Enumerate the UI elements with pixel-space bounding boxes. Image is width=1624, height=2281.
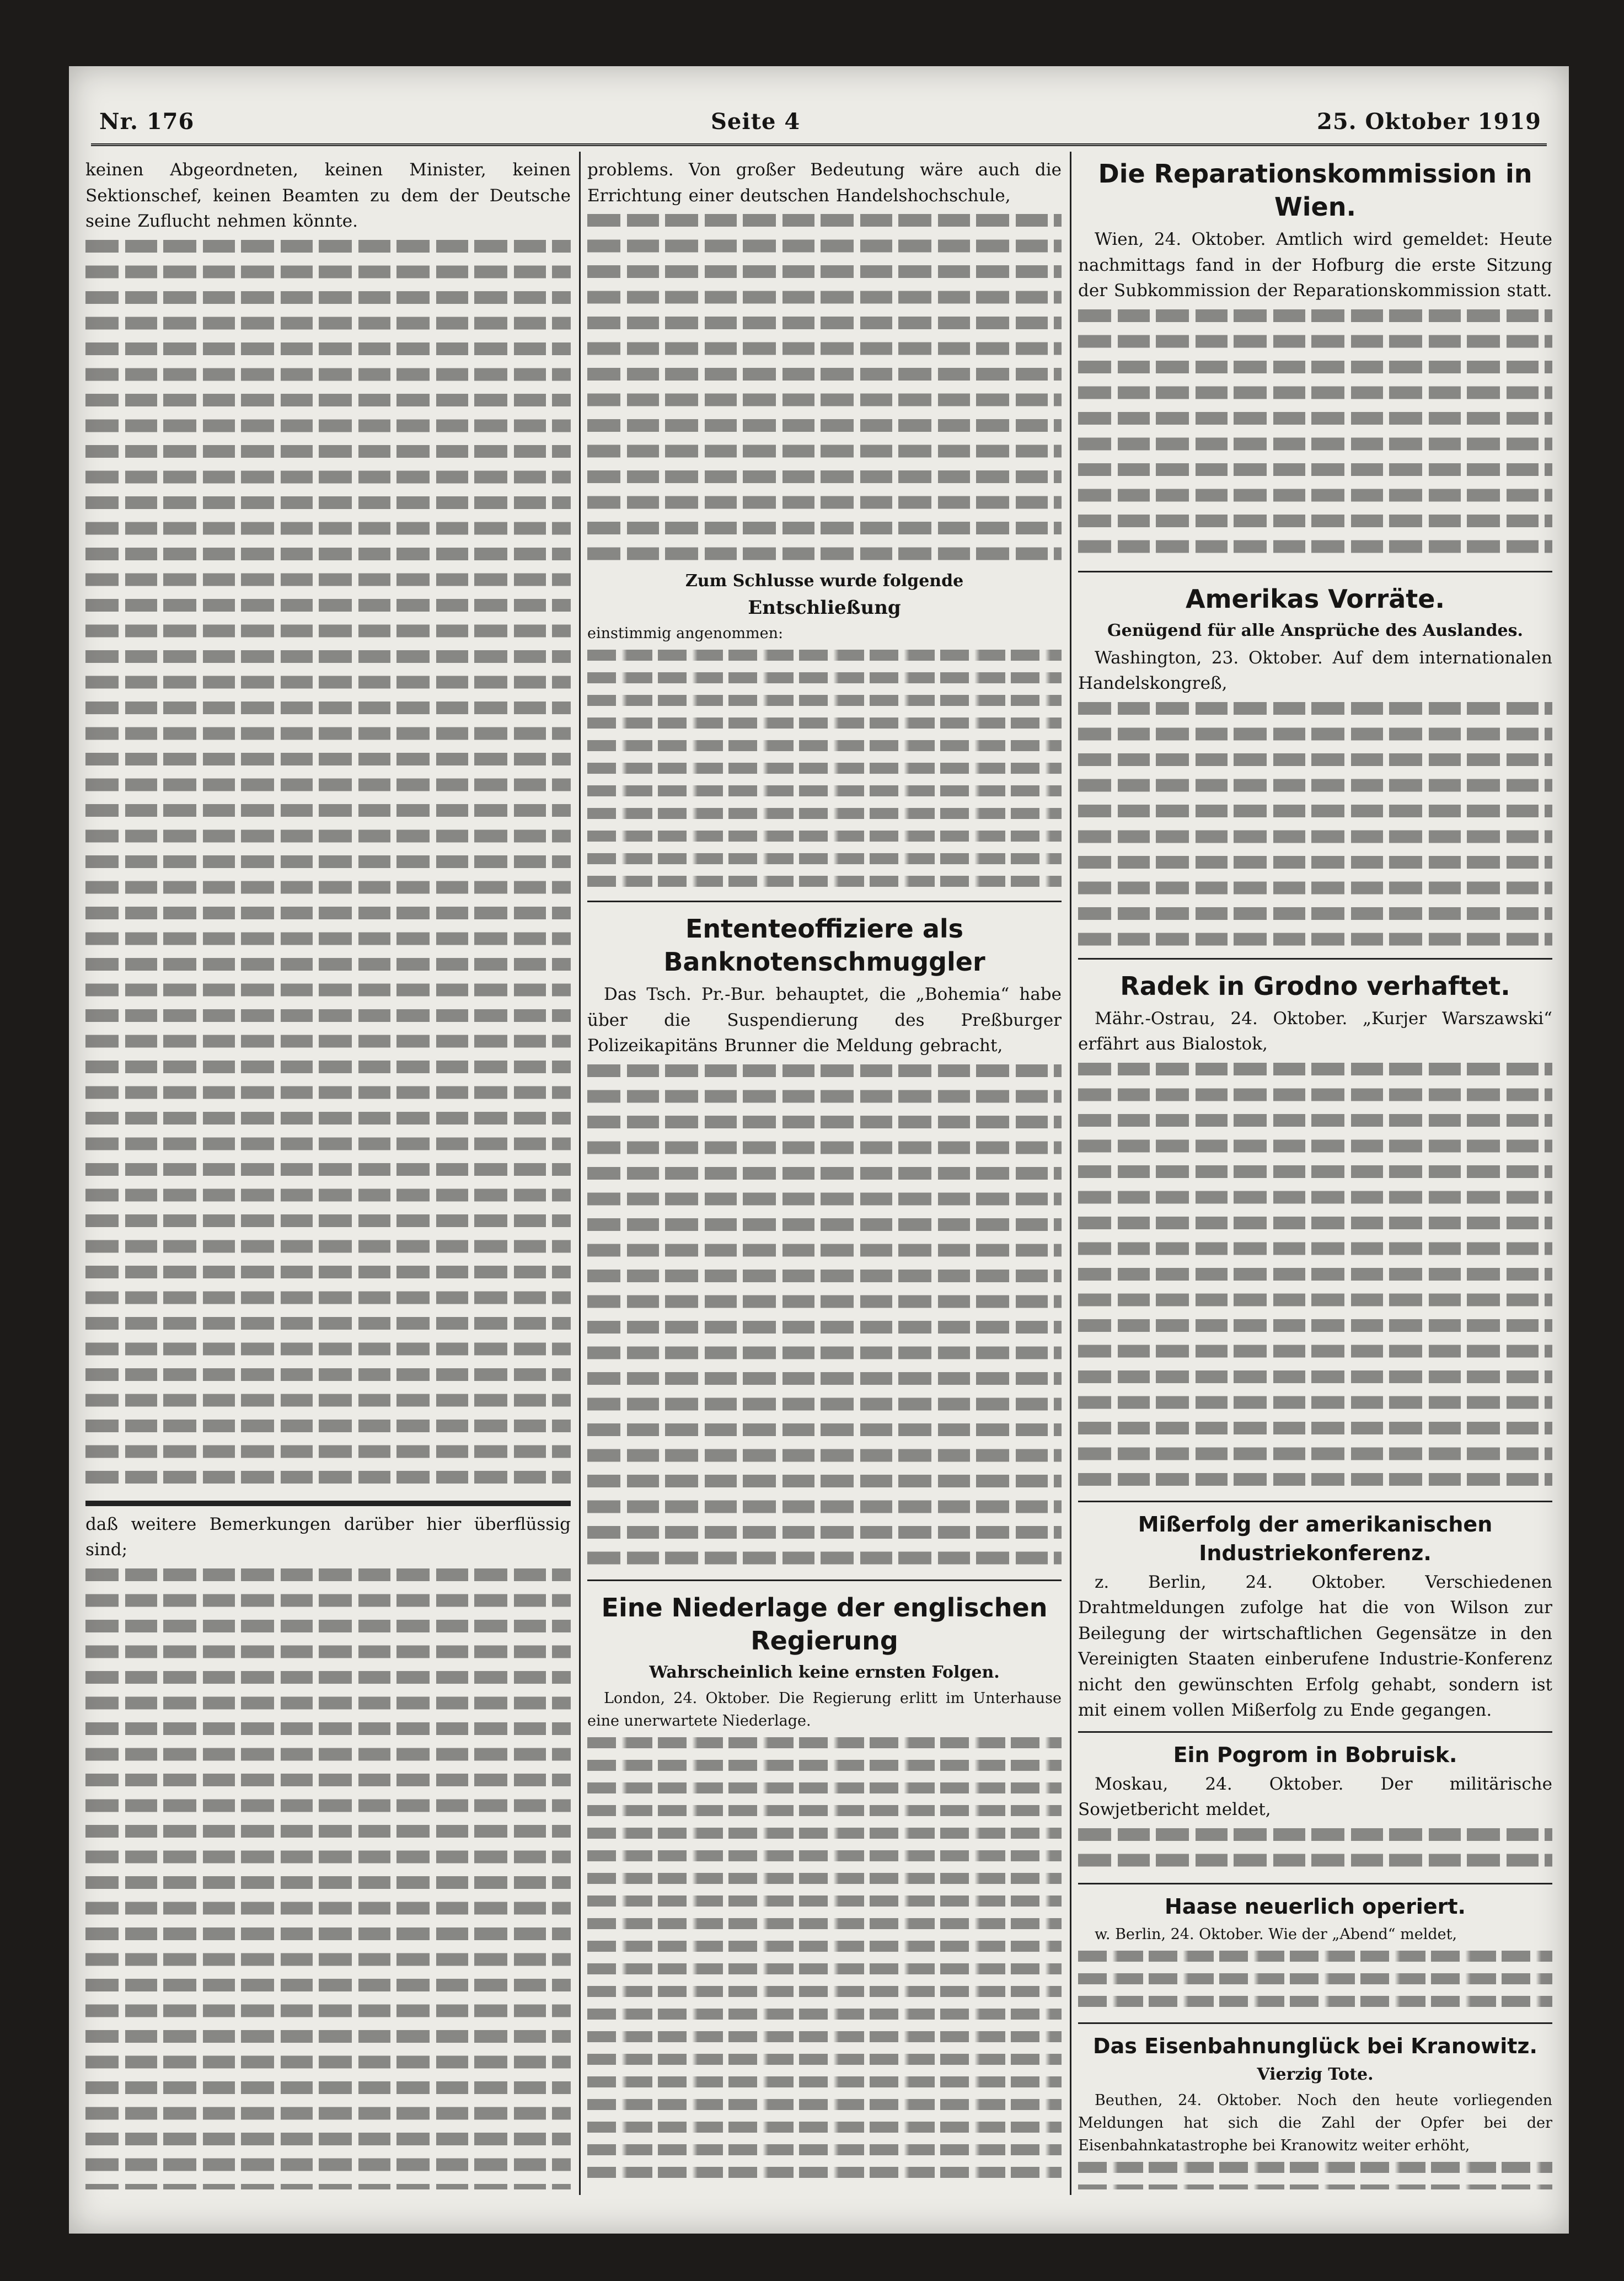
section-rule [1078, 1501, 1552, 1502]
article-lead: problems. Von großer Bedeutung wäre auch die Errichtung einer deutschen Handelshochschule, [587, 160, 1062, 206]
article-body [85, 234, 571, 1492]
article-body [587, 208, 1062, 567]
article-lead: Mähr.-Ostrau, 24. Oktober. „Kurjer Warszawski“ erfährt aus Bialostok, [1078, 1008, 1552, 1054]
article-body [1078, 304, 1552, 563]
resolution-body [587, 645, 1062, 893]
column-divider [579, 152, 581, 2195]
newspaper-page [69, 66, 1569, 2234]
article-lead: keinen Abgeordneten, keinen Minister, keinen Sektionschef, keinen Beamten zu dem der Deutsche seine Zuflucht nehmen könnte. [85, 160, 571, 231]
resolution-note: einstimmig angenommen: [587, 625, 784, 642]
page-header [99, 99, 1541, 143]
subheadline-rail-accident: Vierzig Tote. [1257, 2064, 1374, 2084]
article-lead: Wien, 24. Oktober. Amtlich wird gemeldet: Heute nachmittags fand in der Hofburg die erste Sitzung der Subkommission der Reparationskommission statt. [1078, 229, 1552, 301]
article-lead: Beuthen, 24. Oktober. Noch den heute vorliegenden Meldungen hat sich die Zahl der Opfer bei der Eisenbahnkatastrophe bei Kranowitz weiter erhöht, [1078, 2091, 1552, 2154]
article-body [1078, 2157, 1552, 2190]
article-body [1078, 1823, 1552, 1875]
headline-haase: Haase neuerlich operiert. [1165, 1894, 1466, 1919]
section-rule [1078, 1883, 1552, 1884]
section-rule [85, 1501, 571, 1506]
article-lead: daß weitere Bemerkungen darüber hier überflüssig sind; [85, 1514, 571, 1560]
headline-america: Amerikas Vorräte. [1186, 583, 1445, 614]
headline-rail-accident: Das Eisenbahnunglück bei Kranowitz. [1093, 2033, 1537, 2058]
article-body [587, 1059, 1062, 1572]
headline-industry-conference: Mißerfolg der amerikanischen Industriekonferenz. [1138, 1512, 1493, 1565]
headline-pogrom: Ein Pogrom in Bobruisk. [1173, 1742, 1457, 1767]
headline-smugglers: Ententeoffiziere als Banknotenschmuggler [663, 914, 985, 977]
page-number: Seite 4 [711, 108, 801, 135]
headline-reparations: Die Reparationskommission in Wien. [1098, 159, 1532, 222]
article-lead: Moskau, 24. Oktober. Der militärische Sowjetbericht meldet, [1078, 1774, 1552, 1819]
header-rule [91, 143, 1547, 146]
section-rule [1078, 2022, 1552, 2024]
headline-radek: Radek in Grodno verhaftet. [1120, 971, 1510, 1001]
section-rule [1078, 1731, 1552, 1733]
section-rule [587, 901, 1062, 902]
column-divider [1070, 152, 1071, 2195]
article-body [85, 1563, 571, 2190]
resolution-intro: Zum Schlusse wurde folgende [685, 571, 964, 591]
subheadline-english-government: Wahrscheinlich keine ernsten Folgen. [649, 1662, 1000, 1682]
article-lead: London, 24. Oktober. Die Regierung erlitt im Unterhause eine unerwartete Niederlage. [587, 1689, 1062, 1730]
article-body [587, 1732, 1062, 2190]
article-body [1078, 1057, 1552, 1493]
article-lead: w. Berlin, 24. Oktober. Wie der „Abend“ meldet, [1095, 1925, 1457, 1943]
article-body [1078, 1946, 1552, 2015]
resolution-title: Entschließung [748, 597, 901, 619]
section-rule [587, 1579, 1062, 1581]
section-rule [1078, 571, 1552, 572]
headline-english-government: Eine Niederlage der englischen Regierung [601, 1592, 1048, 1656]
column-3 [1078, 157, 1552, 2189]
column-1 [85, 157, 571, 2189]
article-body [1078, 697, 1552, 950]
article-lead: Das Tsch. Pr.-Bur. behauptet, die „Bohemia“ habe über die Suspendierung des Preßburger Polizeikapitäns Brunner die Meldung gebracht, [587, 984, 1062, 1056]
issue-date: 25. Oktober 1919 [1317, 108, 1541, 135]
article-lead: Washington, 23. Oktober. Auf dem internationalen Handelskongreß, [1078, 647, 1552, 693]
column-2 [587, 157, 1062, 2189]
issue-number: Nr. 176 [99, 108, 195, 135]
article-body-text: z. Berlin, 24. Oktober. Verschiedenen Drahtmeldungen zufolge hat die von Wilson zur Beilegung der wirtschaftlichen Gegensätze in den Vereinigten Staaten einberufene Industrie-Konferenz nicht den gewünschten Erfolg gehabt, sondern ist mit einem vollen Mißerfolg zu Ende gegangen. [1078, 1572, 1552, 1720]
section-rule [1078, 958, 1552, 960]
subheadline-america: Genügend für alle Ansprüche des Auslandes. [1107, 620, 1523, 640]
